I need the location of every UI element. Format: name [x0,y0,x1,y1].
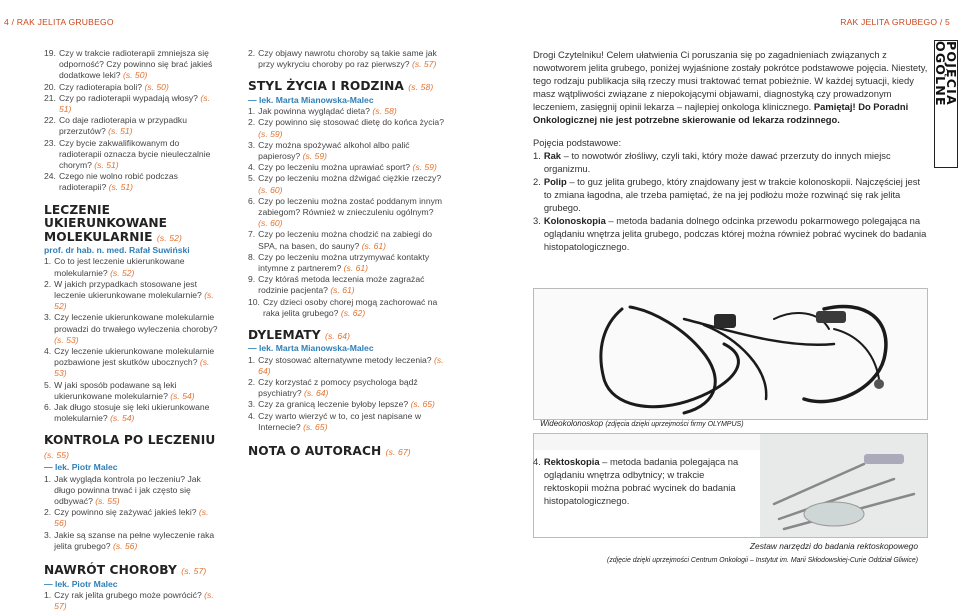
toc-item-number: 3. [248,399,256,410]
toc-item-number: 1. [44,473,52,484]
toc-item [248,117,444,139]
toc-item-number: 1. [44,256,52,267]
photo-caption-2: Zestaw narzędzi do badania rektoskopowego [749,541,918,551]
photo-caption-3: (zdjęcie dzięki uprzejmości Centrum Onkologii – Instytut im. Marii Skłodowskiej-Curie Oddział Gliwice) [607,557,918,564]
photo-caption-1: Wideokolonoskop (zdjęcia dzięki uprzejmości firmy OLYMPUS) [540,419,744,428]
page-ref: (s. 61) [330,285,355,296]
toc-item [248,411,444,433]
section-title-molecular: LECZENIE UKIERUNKOWANE MOLEKULARNIE (s. 52) [44,202,182,244]
page-ref: (s. 59) [302,150,327,161]
page-ref: (s. 52) [54,289,214,312]
toc-item [248,162,444,173]
toc-item-number: 3. [248,139,256,150]
colonoscope-photo [533,288,928,420]
toc-item [44,93,222,115]
toc-item [44,48,222,82]
toc-item-number: 1. [248,354,256,365]
toc-item-number: 2. [248,48,256,58]
section-title-dilemmas: DYLEMATY (s. 64) [248,327,351,342]
toc-item [248,355,444,377]
side-tab: POJĘCIA OGÓLNE [934,40,958,168]
toc-item-text: W jaki sposób podawane są leki ukierunkowane molekularnie? (s. 54) [54,379,195,401]
toc-item-number: 3. [44,529,52,540]
toc-list [44,590,222,612]
section-title-control: KONTROLA PO LECZENIU (s. 55) [44,433,216,460]
toc-item-text: Czy dzieci osoby chorej mogą zachorować na raka jelita grubego? (s. 62) [262,296,438,318]
toc-item [44,138,222,172]
toc-item-text: Czy leczenie ukierunkowane molekularnie pozbawione jest skutków ubocznych? (s. 53) [54,345,215,379]
toc-list [44,256,222,424]
section-author: prof. dr hab. n. med. Rafał Suwiński [44,245,190,256]
toc-item-text: Czego nie wolno robić podczas radioterapii? (s. 51) [58,171,178,193]
concept-term: Polip [543,175,567,187]
toc-item-text: Czy powinno się stosować dietę do końca życia? (s. 59) [258,117,444,139]
section-author: — lek. Piotr Malec [44,578,118,589]
toc-item-number: 5. [44,379,52,390]
toc-item-number: 4. [248,162,256,173]
page-ref: (s. 51) [108,126,133,137]
toc-item-text: Czy za granicą leczenie byłoby lepsze? (s. 65) [258,399,435,410]
toc-item-number: 2. [248,117,256,128]
concept-item: 2. Polip – to guz jelita grubego, który znajdowany jest w trakcie kolonoskopii. Najczęściej jest to zmiana łagodna, ale trzeba pamiętać, że na jej podłożu może rozwinąć się rak jelita grubego. [533,175,921,214]
concept-term: Rak [543,149,562,161]
toc-list [44,48,222,194]
toc-item [248,377,444,399]
toc-item-text: Co to jest leczenie ukierunkowane molekularnie? (s. 52) [54,256,185,278]
toc-item-text: W jakich przypadkach stosowane jest leczenie ukierunkowane molekularnie? (s. 52) [54,278,214,312]
page-ref: (s. 51) [94,160,119,171]
toc-list [44,474,222,552]
toc-item-number: 19. [44,48,56,58]
section-title-lifestyle: STYL ŻYCIA I RODZINA (s. 58) [248,79,434,94]
toc-item-text: Co daje radioterapia w przypadku przerzutów? (s. 51) [58,115,187,137]
toc-item-number: 4. [44,345,52,356]
toc-item [44,402,222,424]
toc-item-number: 2. [44,278,52,289]
page-ref: (s. 57) [54,589,214,611]
page-ref: (s. 52) [110,267,135,278]
page-ref: (s. 56) [54,507,209,529]
toc-item [248,229,444,251]
colonoscope-illustration [534,289,928,420]
page-ref: (s. 64) [304,388,329,399]
toc-item [44,507,222,529]
toc-item [44,530,222,552]
page-ref: (s. 59) [412,162,437,173]
toc-item-text: Czy bycie zakwalifikowanym do radioterapii oznacza bycie nieuleczalnie chorym? (s. 51) [58,137,211,171]
toc-item-text: Jak powinna wyglądać dieta? (s. 58) [258,106,397,117]
toc-item-number: 20. [44,81,56,92]
page-ref: (s. 54) [170,390,195,401]
toc-item-number: 4. [248,410,256,421]
toc-item-number: 21. [44,92,56,103]
toc-item-number: 9. [248,274,256,285]
page-ref: (s. 55) [95,496,120,506]
toc-item-text: Czy objawy nawrotu choroby są takie same jak przy wykryciu choroby po raz pierwszy? (s. 57) [258,48,437,70]
toc-item-text: Czy można spożywać alkohol albo palić papierosy? (s. 59) [258,139,410,161]
toc-item-text: Czy w trakcie radioterapii zmniejsza się odporność? Czy powinno się brać jakieś dodatkowe leki? (s. 50) [58,48,213,81]
toc-item-number: 23. [44,137,56,148]
toc-item-text: Czy po leczeniu można zostać poddanym innym zabiegom? Również w znieczuleniu ogólnym? (s. 60) [258,195,443,229]
page-ref: (s. 54) [110,413,135,424]
page-ref: (s. 58) [372,106,397,117]
toc-item [248,140,444,162]
toc-item [248,252,444,274]
toc-item-number: 2. [248,377,256,388]
page-ref: (s. 61) [343,262,369,273]
page-ref: (s. 51) [58,92,210,115]
toc-list [248,106,444,319]
toc-item-number: 6. [248,195,256,206]
toc-item-text: Czy po leczeniu można dźwigać ciężkie rzeczy? (s. 60) [258,173,442,195]
section-author: — lek. Marta Mianowska-Malec [248,343,374,354]
concept-term: Rektoskopia [543,456,600,467]
toc-item-text: Jak wygląda kontrola po leczeniu? Jak długo powinna trwać i jak często się odbywać? (s. 55) [54,473,201,506]
toc-item [44,380,222,402]
toc-item-text: Czy powinno się zażywać jakieś leki? (s. 56) [54,507,209,529]
page-ref: (s. 50) [122,70,148,81]
toc-item [44,256,222,278]
toc-item [248,196,444,230]
section-author: — lek. Marta Mianowska-Malec [248,94,374,105]
toc-item-text: Czy po leczeniu można chodzić na zabiegi do SPA, na basen, do sauny? (s. 61) [258,229,433,251]
page-ref: (s. 50) [144,81,169,92]
toc-column-1 [44,48,222,612]
concept-rektoskopia [533,455,751,507]
concepts-title: Pojęcia podstawowe: [533,136,622,148]
toc-list [248,48,444,70]
toc-item-text: Czy po leczeniu można utrzymywać kontakty intymne z partnerem? (s. 61) [258,251,430,273]
toc-item-text: Czy po radioterapii wypadają włosy? (s. 51) [58,92,210,115]
toc-item-number: 3. [44,312,52,323]
page-ref: (s. 51) [108,182,133,193]
page-ref: (s. 59) [258,128,283,139]
page-ref: (s. 53) [54,334,79,345]
page-ref: (s. 53) [54,357,210,379]
toc-item-text: Czy rak jelita grubego może powrócić? (s. 57) [54,589,214,611]
toc-item-number: 24. [44,171,56,182]
toc-item [44,590,222,612]
concept-term: Kolonoskopia [543,215,606,227]
section-title-authors: NOTA O AUTORACH (s. 67) [248,444,411,459]
toc-item-number: 2. [44,507,52,518]
toc-item [44,82,222,93]
page-ref: (s. 61) [361,240,387,251]
page-ref: (s. 64) [258,354,444,376]
toc-list [248,355,444,433]
toc-item-number: 1. [44,589,52,600]
intro-paragraph: Drogi Czytelniku! Celem ułatwienia Ci poruszania się po zagadnieniach związanych z nowotworem jelita grubego, poniżej wyjaśnione zostały pokrótce podstawowe pojęcia. Niestety, tego rodzaju publikacja siłą rzeczy musi traktować temat pobieżnie. W każdej sytuacji, kiedy masz wątpliwości związane z niepokojącymi objawami, diagnostyką czy prowadzonym leczeniem, zasięgnij opinii lekarza – najlepiej onkologa klinicznego. Pamiętaj! Do Poradni Onkologicznej nie jest potrzebne skierowanie od lekarza rodzinnego. [533,49,928,126]
toc-item-number: 6. [44,401,52,412]
page-ref: (s. 65) [303,421,328,432]
toc-item-text: Czy warto wierzyć w to, co jest napisane w Internecie? (s. 65) [258,410,422,432]
toc-item-text: Jakie są szanse na pełne wyleczenie raka jelita grubego? (s. 56) [54,529,215,551]
toc-item [44,171,222,193]
toc-item [248,106,444,117]
page-ref: (s. 65) [410,399,435,410]
concepts-list [533,149,928,254]
page-header-left: 4 / RAK JELITA GRUBEGO [4,17,114,27]
section-author: — lek. Piotr Malec [44,462,118,473]
concept-item: 1. Rak – to nowotwór złośliwy, czyli taki, który może dawać przerzuty do innych miejsc organizmu. [533,149,891,174]
page-ref: (s. 56) [112,540,138,551]
toc-item [248,173,444,195]
toc-item [248,297,444,319]
toc-item-number: 10. [248,296,260,307]
toc-item [44,312,222,346]
toc-item-text: Czy któraś metoda leczenia może zagrażać rodzinie pacjenta? (s. 61) [258,274,425,296]
page-ref: (s. 57) [411,59,437,70]
toc-item [248,274,444,296]
concept-item: 4. Rektoskopia – metoda badania polegająca na oglądaniu wnętrza odbytnicy; w trakcie rektoskopii można pobrać wycinek do badania histopatologicznego. [533,456,739,507]
toc-item [44,474,222,508]
page-ref: (s. 60) [258,184,283,195]
section-title-recurrence: NAWRÓT CHOROBY (s. 57) [44,563,207,578]
toc-item [44,115,222,137]
toc-item-text: Czy stosować alternatywne metody leczenia? (s. 64) [258,354,444,376]
toc-item-number: 7. [248,229,256,240]
toc-item-text: Czy po leczeniu można uprawiać sport? (s. 59) [258,162,437,173]
toc-item-text: Czy korzystać z pomocy psychologa bądź psychiatry? (s. 64) [258,377,418,399]
page-ref: (s. 62) [340,307,366,318]
toc-column-2 [248,48,444,460]
toc-item-text: Czy leczenie ukierunkowane molekularnie prowadzi do trwałego wyleczenia choroby? (s. 53) [54,312,218,345]
page-ref: (s. 60) [258,218,283,229]
toc-item-text: Czy radioterapia boli? (s. 50) [58,81,169,92]
toc-item [248,48,444,70]
toc-item-number: 5. [248,173,256,184]
page-header-right: RAK JELITA GRUBEGO / 5 [840,17,950,27]
toc-item-text: Jak długo stosuje się leki ukierunkowane molekularnie? (s. 54) [54,401,210,424]
glossary-column [533,48,928,253]
toc-item [44,279,222,313]
toc-item-number: 22. [44,115,56,126]
toc-item [44,346,222,380]
toc-item [248,399,444,410]
toc-item-number: 1. [248,106,256,117]
toc-item-number: 8. [248,251,256,262]
concept-item: 3. Kolonoskopia – metoda badania dolnego odcinka przewodu pokarmowego polegająca na oglądaniu wnętrza jelita grubego, podczas której można również pobrać wycinek do badania histopatologicznego. [533,215,927,253]
